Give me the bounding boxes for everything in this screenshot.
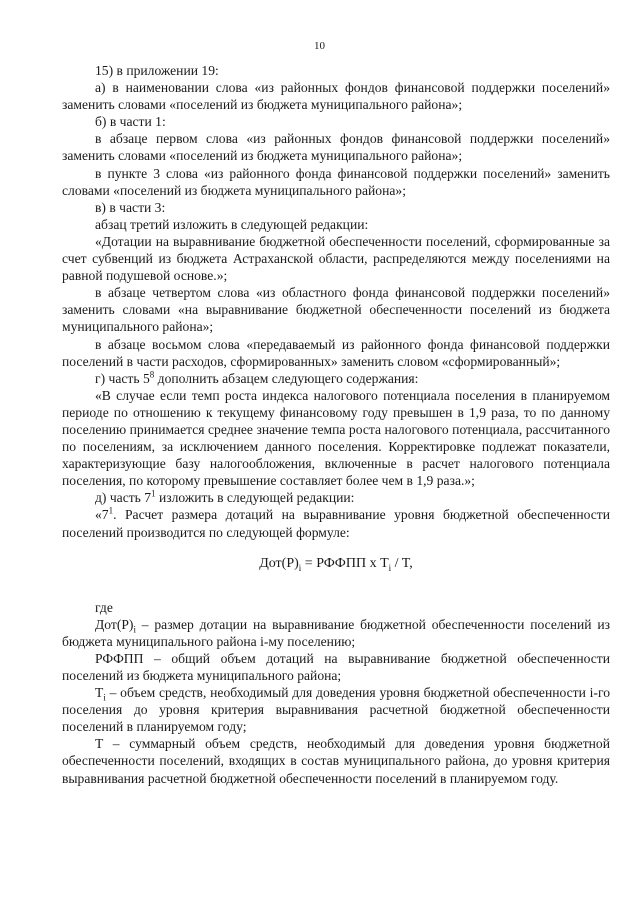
- paragraph-dotations-quote: «Дотации на выравнивание бюджетной обеспеченности поселений, сформированные за счет субвенций из бюджета Астраханской области, распределяются между поселениями на равной подушевой основе.»;: [62, 233, 610, 284]
- where-label: где: [95, 599, 113, 615]
- paragraph-tax-potential-quote: «В случае если темп роста индекса налогового потенциала поселения в планируемом периоде по отношению к текущему финансовому году превышен в 1,9 раза, то по данному поселению принимается среднее значение темпа роста налогового потенциала, рассчитанного по поселениям, за исключением данного поселения. Корректировке подлежат показатели, характеризующие базу налогообложения, включенные в расчет налогового потенциала поселения, по которому превышение составляет более чем в 1,9 раза.»;: [62, 387, 610, 489]
- paragraph-v-part3: в) в части 3:: [95, 199, 166, 215]
- paragraph-part-58: г) часть $5^8$ дополнить абзацем следующего содержания:: [95, 369, 419, 386]
- definition-ti: $T_i$ – объем средств, необходимый для доведения уровня бюджетной обеспеченности i-го поселения до уровня критерия выравнивания расчетной бюджетной обеспеченности поселений в планируемом году;: [62, 685, 610, 735]
- paragraph-part-71: д) часть $7^1$ изложить в следующей редакции:: [95, 488, 355, 506]
- document-body: [62, 62, 610, 787]
- paragraph-item-15: 15) в приложении 19:: [95, 63, 219, 78]
- paragraph-point3: в пункте 3 слова «из районного фонда финансовой поддержки поселений» заменить словами «поселений из бюджета муниципального района»;: [62, 165, 610, 198]
- definition-rffpp: РФФПП – общий объем дотаций на выравнивание бюджетной обеспеченности поселений из бюджета муниципального района;: [62, 650, 610, 683]
- paragraph-third-abzac: абзац третий изложить в следующей редакции:: [95, 216, 369, 232]
- paragraph-eighth-abzac: в абзаце восьмом слова «передаваемый из районного фонда финансовой поддержки поселений в части расходов, сформированных» заменить словом «сформированный»;: [62, 336, 610, 369]
- paragraph-first-abzac: в абзаце первом слова «из районных фондов финансовой поддержки поселений» заменить словами «поселений из бюджета муниципального района»;: [62, 131, 610, 164]
- formula: $Дот(Р)_i$ = РФФПП х $T_i$ / T,: [259, 555, 413, 573]
- page-number: 10: [314, 40, 325, 52]
- paragraph-part-71-text: «$7^1$. Расчет размера дотаций на выравнивание уровня бюджетной обеспеченности поселений производится по следующей формуле:: [62, 505, 610, 540]
- paragraph-a-title: а) в наименовании слова «из районных фондов финансовой поддержки поселений» заменить словами «поселений из бюджета муниципального района»;: [62, 80, 610, 113]
- definition-t: T – суммарный объем средств, необходимый для доведения уровня бюджетной обеспеченности поселений, входящих в состав муниципального района, до уровня критерия выравнивания расчетной бюджетной обеспеченности поселений в планируемом году.: [62, 736, 610, 786]
- paragraph-fourth-abzac: в абзаце четвертом слова «из областного фонда финансовой поддержки поселений» заменить словами «на выравнивание бюджетной обеспеченности поселений из бюджета муниципального района»;: [62, 285, 610, 335]
- paragraph-b-part1: б) в части 1:: [95, 114, 166, 130]
- definition-dot: $Дот(Р)_i$ – размер дотации на выравнивание бюджетной обеспеченности поселений из бюджета муниципального района i-му поселению;: [62, 616, 610, 649]
